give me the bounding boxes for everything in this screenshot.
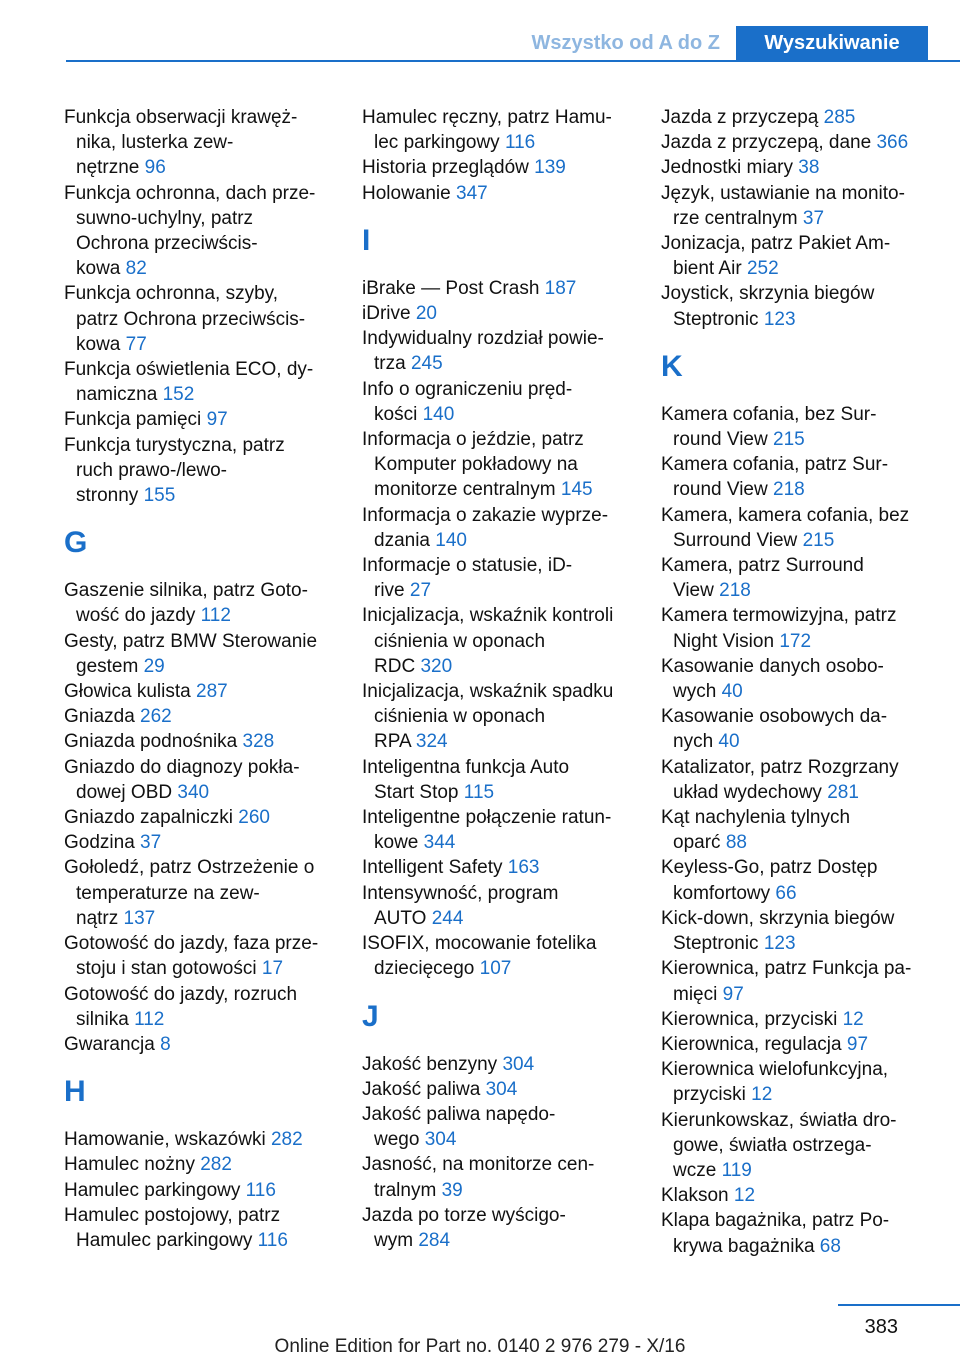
- index-entry: [661, 805, 933, 855]
- entry-text: Informacja o zakazie wyprze-: [362, 504, 609, 526]
- entry-text: round View: [673, 479, 773, 501]
- header-rule: [66, 60, 960, 62]
- page-link[interactable]: 287: [196, 681, 228, 703]
- page-link[interactable]: 27: [409, 580, 432, 602]
- entry-text: Intelligent Safety: [362, 857, 508, 879]
- index-entry: [661, 1032, 933, 1057]
- page-link[interactable]: 40: [721, 681, 743, 703]
- index-entry: [64, 433, 336, 509]
- page-link[interactable]: 304: [485, 1078, 518, 1100]
- page-link[interactable]: 116: [257, 1229, 288, 1251]
- entry-text: Hamulec postojowy, patrz: [64, 1204, 281, 1226]
- entry-text: oparć: [673, 832, 726, 854]
- entry-text: monitorze centralnym: [374, 479, 561, 501]
- page-link[interactable]: 116: [504, 132, 536, 154]
- entry-text: Hamulec ręczny, patrz Hamu-: [362, 107, 612, 128]
- page-link[interactable]: 97: [846, 1033, 869, 1055]
- entry-text: Godzina: [64, 832, 141, 854]
- entry-text: Inicjalizacja, wskaźnik spadku: [362, 681, 614, 703]
- entry-text: Klapa bagażnika, patrz Po-: [661, 1210, 890, 1232]
- index-entry: [64, 407, 336, 432]
- entry-text: Hamulec parkingowy: [76, 1229, 258, 1251]
- entry-text: AUTO: [374, 907, 432, 929]
- page-link[interactable]: 40: [718, 731, 740, 753]
- page-link[interactable]: 112: [134, 1008, 165, 1030]
- section-letter: I: [362, 223, 371, 257]
- entry-text: Jednostki miary: [661, 157, 799, 179]
- index-entry: [64, 805, 336, 830]
- entry-text: mięci: [673, 983, 723, 1005]
- index-entry: [362, 326, 634, 376]
- entry-text: Kamera, patrz Surround: [661, 555, 864, 577]
- index-entry: [362, 1203, 634, 1253]
- entry-text: Głowica kulista: [64, 681, 196, 703]
- entry-text: Gaszenie silnika, patrz Goto-: [64, 580, 308, 602]
- footer-rule: [838, 1304, 960, 1306]
- index-entry: [661, 654, 933, 704]
- entry-text: temperaturze na zew-: [76, 882, 260, 904]
- page-link[interactable]: 324: [415, 731, 448, 753]
- entry-text: Kierownica wielofunkcyjna,: [661, 1059, 889, 1081]
- index-entry: [661, 553, 933, 603]
- page-link[interactable]: 38: [798, 157, 820, 179]
- index-entry: [362, 1152, 634, 1202]
- entry-text: Jonizacja, patrz Pakiet Am-: [661, 233, 891, 255]
- index-entry: [362, 553, 634, 603]
- index-entry: [362, 1077, 634, 1102]
- page-link[interactable]: 96: [144, 157, 166, 179]
- entry-text: Katalizator, patrz Rozgrzany: [661, 756, 899, 778]
- entry-text: lec parkingowy: [374, 132, 505, 154]
- entry-text: bient Air: [673, 258, 747, 280]
- entry-text: Steptronic: [673, 933, 764, 955]
- entry-text: Gołoledź, patrz Ostrzeżenie o: [64, 857, 315, 879]
- page-link[interactable]: 172: [779, 630, 812, 652]
- entry-text: układ wydechowy: [673, 781, 828, 803]
- entry-text: Info o ograniczeniu pręd-: [362, 378, 573, 400]
- index-entry: [64, 830, 336, 855]
- page-link[interactable]: 344: [423, 832, 456, 854]
- index-entry: [661, 402, 933, 452]
- page-link[interactable]: 12: [842, 1008, 864, 1030]
- entry-text: Kamera, kamera cofania, bez: [661, 504, 910, 526]
- entry-text: gestem: [76, 655, 144, 677]
- entry-text: kowe: [374, 832, 424, 854]
- entry-text: wość do jazdy: [76, 605, 201, 627]
- index-entry: [362, 105, 634, 155]
- index-entry: [362, 377, 634, 427]
- entry-text: iDrive: [362, 303, 416, 325]
- index-entry: [362, 881, 634, 931]
- entry-text: Indywidualny rozdział powie-: [362, 328, 604, 350]
- entry-text: Jakość benzyny: [362, 1053, 503, 1075]
- entry-text: Night Vision: [673, 630, 780, 652]
- page-link[interactable]: 123: [763, 933, 796, 955]
- entry-text: Ochrona przeciwścis-: [76, 233, 258, 255]
- entry-text: suwno-uchylny, patrz: [76, 207, 254, 229]
- page-link[interactable]: 282: [270, 1129, 303, 1151]
- index-entry: [661, 281, 933, 331]
- entry-text: Inteligentna funkcja Auto: [362, 756, 570, 778]
- page-link[interactable]: 155: [143, 485, 176, 507]
- index-entry: [661, 130, 933, 155]
- entry-text: rze centralnym: [673, 207, 803, 229]
- page-link[interactable]: 37: [802, 207, 825, 229]
- page-link[interactable]: 140: [435, 529, 467, 551]
- page-link[interactable]: 347: [456, 182, 488, 204]
- index-entry: [64, 855, 336, 931]
- index-entry: [64, 755, 336, 805]
- entry-text: Kasowanie danych osobo-: [661, 655, 884, 677]
- entry-text: wcze: [673, 1159, 722, 1181]
- page-link[interactable]: 284: [418, 1229, 451, 1251]
- page-link[interactable]: 215: [773, 429, 805, 451]
- entry-text: Steptronic: [673, 308, 764, 330]
- entry-text: Joystick, skrzynia biegów: [661, 283, 875, 305]
- entry-text: Jasność, na monitorze cen-: [362, 1154, 595, 1176]
- index-entry: [64, 1032, 336, 1057]
- entry-text: silnika: [76, 1008, 135, 1030]
- index-column-1: [64, 105, 336, 1253]
- index-entry: [362, 301, 634, 326]
- entry-text: nątrz: [76, 907, 124, 929]
- page-link[interactable]: 245: [410, 353, 443, 375]
- index-entry: [64, 578, 336, 628]
- entry-text: Hamulec nożny: [64, 1154, 201, 1176]
- entry-text: Start Stop: [374, 781, 464, 803]
- entry-text: Jazda po torze wyścigo-: [362, 1204, 566, 1226]
- page-link[interactable]: 97: [206, 409, 228, 431]
- page-link[interactable]: 137: [123, 907, 156, 929]
- entry-text: dowej OBD: [76, 781, 178, 803]
- index-entry: [64, 181, 336, 282]
- entry-text: Kamera cofania, patrz Sur-: [661, 454, 889, 476]
- entry-text: Kierownica, patrz Funkcja pa-: [661, 958, 912, 980]
- index-entry: [661, 231, 933, 281]
- page-link[interactable]: 252: [746, 258, 779, 280]
- index-entry: [362, 1052, 634, 1077]
- entry-text: Funkcja obserwacji krawęż-: [64, 107, 298, 128]
- entry-text: nika, lusterka zew-: [76, 132, 234, 154]
- index-entry: [64, 357, 336, 407]
- index-entry: [661, 1208, 933, 1258]
- index-entry: [64, 629, 336, 679]
- entry-text: komfortowy: [673, 882, 776, 904]
- entry-text: ciśnienia w oponach: [374, 630, 546, 652]
- entry-text: ruch prawo-/lewo-: [76, 459, 227, 481]
- entry-text: tralnym: [374, 1179, 442, 1201]
- index-entry: [661, 704, 933, 754]
- entry-text: Funkcja ochronna, dach prze-: [64, 182, 316, 204]
- page-link[interactable]: 37: [140, 832, 162, 854]
- index-entry: [661, 1183, 933, 1208]
- page-link[interactable]: 29: [143, 655, 165, 677]
- entry-text: Funkcja turystyczna, patrz: [64, 434, 285, 456]
- page-link[interactable]: 107: [479, 958, 512, 980]
- entry-text: iBrake — Post Crash: [362, 277, 545, 299]
- entry-text: Informacje o statusie, iD-: [362, 555, 573, 577]
- page-link[interactable]: 115: [463, 781, 495, 803]
- page-link[interactable]: 244: [431, 907, 464, 929]
- section-letter: J: [362, 999, 379, 1033]
- entry-text: Kick-down, skrzynia biegów: [661, 907, 895, 929]
- entry-text: trza: [374, 353, 411, 375]
- index-entry: [64, 1178, 336, 1203]
- page-link[interactable]: 119: [721, 1159, 752, 1181]
- index-entry: [661, 155, 933, 180]
- page-link[interactable]: 123: [763, 308, 796, 330]
- entry-text: Kamera cofania, bez Sur-: [661, 403, 877, 425]
- index-entry: [64, 729, 336, 754]
- index-entry: [661, 956, 933, 1006]
- page-link[interactable]: 12: [733, 1185, 756, 1207]
- entry-text: przyciski: [673, 1084, 752, 1106]
- page-link[interactable]: 262: [140, 706, 172, 728]
- entry-text: Hamulec parkingowy: [64, 1179, 246, 1201]
- page-link[interactable]: 282: [200, 1154, 232, 1176]
- page-link[interactable]: 8: [160, 1033, 171, 1055]
- entry-text: Jakość paliwa napędo-: [362, 1103, 556, 1125]
- tab-search[interactable]: Wyszukiwanie: [736, 26, 928, 60]
- index-entry: [64, 281, 336, 357]
- entry-text: Funkcja ochronna, szyby,: [64, 283, 279, 305]
- entry-text: RDC: [374, 655, 421, 677]
- entry-text: namiczna: [76, 384, 163, 406]
- index-column-2: [362, 105, 634, 1253]
- page-link[interactable]: 77: [125, 333, 147, 355]
- entry-text: Funkcja oświetlenia ECO, dy-: [64, 359, 314, 381]
- entry-text: Surround View: [673, 529, 803, 551]
- page-link[interactable]: 215: [802, 529, 835, 551]
- entry-text: Komputer pokładowy na: [374, 454, 578, 476]
- index-entry: [362, 603, 634, 679]
- entry-text: Holowanie: [362, 182, 456, 204]
- page-link[interactable]: 20: [415, 303, 437, 325]
- entry-text: wego: [374, 1129, 425, 1151]
- index-entry: [362, 427, 634, 503]
- page-link[interactable]: 218: [773, 479, 805, 501]
- section-letter: H: [64, 1075, 86, 1109]
- entry-text: Historia przeglądów: [362, 157, 535, 179]
- entry-text: RPA: [374, 731, 416, 753]
- entry-text: nętrzne: [76, 157, 145, 179]
- entry-text: Keyless-Go, patrz Dostęp: [661, 857, 878, 879]
- entry-text: patrz Ochrona przeciwścis-: [76, 308, 306, 330]
- page-link[interactable]: 140: [422, 403, 455, 425]
- index-entry: [362, 503, 634, 553]
- index-entry: [64, 982, 336, 1032]
- page-link[interactable]: 281: [827, 781, 859, 803]
- entry-text: Kamera termowizyjna, patrz: [661, 605, 897, 627]
- entry-text: Hamowanie, wskazówki: [64, 1129, 271, 1151]
- entry-text: Kierownica, przyciski: [661, 1008, 843, 1030]
- index-entry: [362, 181, 634, 206]
- entry-text: Jazda z przyczepą, dane: [661, 132, 877, 154]
- page-link[interactable]: 39: [441, 1179, 463, 1201]
- entry-text: kowa: [76, 258, 126, 280]
- entry-text: Kąt nachylenia tylnych: [661, 807, 851, 829]
- index-entry: [362, 855, 634, 880]
- page-link[interactable]: 163: [507, 857, 540, 879]
- index-entry: [661, 1007, 933, 1032]
- page-link[interactable]: 68: [819, 1235, 841, 1257]
- page-link[interactable]: 66: [775, 882, 797, 904]
- index-entry: [362, 1102, 634, 1152]
- page-number: 383: [864, 1316, 898, 1338]
- entry-text: View: [673, 580, 720, 602]
- page-link[interactable]: 88: [725, 832, 747, 854]
- index-entry: [362, 931, 634, 981]
- index-column-3: [661, 105, 933, 1259]
- index-entry: [661, 503, 933, 553]
- page-link[interactable]: 112: [200, 605, 231, 627]
- index-entry: [661, 906, 933, 956]
- entry-text: Jazda z przyczepą: [661, 107, 824, 128]
- index-entry: [64, 931, 336, 981]
- entry-text: Funkcja pamięci: [64, 409, 207, 431]
- page-link[interactable]: 366: [876, 132, 909, 154]
- entry-text: Inicjalizacja, wskaźnik kontroli: [362, 605, 614, 627]
- entry-text: ciśnienia w oponach: [374, 706, 546, 728]
- entry-text: Gniazda: [64, 706, 141, 728]
- index-entry: [661, 1108, 933, 1184]
- entry-text: dziecięcego: [374, 958, 480, 980]
- index-entry: [661, 105, 933, 130]
- entry-text: nych: [673, 731, 719, 753]
- entry-text: Kasowanie osobowych da-: [661, 706, 888, 728]
- index-entry: [362, 755, 634, 805]
- page-link[interactable]: 116: [245, 1179, 276, 1201]
- page-link[interactable]: 320: [420, 655, 453, 677]
- index-entry: [64, 679, 336, 704]
- entry-text: Gotowość do jazdy, rozruch: [64, 983, 298, 1005]
- page-link[interactable]: 187: [544, 277, 577, 299]
- entry-text: Jakość paliwa: [362, 1078, 486, 1100]
- page-link[interactable]: 304: [502, 1053, 535, 1075]
- entry-text: Gniazda podnośnika: [64, 731, 243, 753]
- page-link[interactable]: 285: [823, 107, 856, 128]
- edition-footer: Online Edition for Part no. 0140 2 976 279 - X/16: [274, 1336, 686, 1357]
- entry-text: Język, ustawianie na monito-: [661, 182, 905, 204]
- index-entry: [64, 1152, 336, 1177]
- page-link[interactable]: 97: [722, 983, 744, 1005]
- entry-text: rive: [374, 580, 410, 602]
- tab-a-to-z[interactable]: Wszystko od A do Z: [531, 32, 720, 54]
- index-entry: [362, 276, 634, 301]
- entry-text: Gniazdo do diagnozy pokła-: [64, 756, 300, 778]
- page-link[interactable]: 82: [125, 258, 147, 280]
- index-entry: [661, 452, 933, 502]
- entry-text: kości: [374, 403, 423, 425]
- entry-text: krywa bagażnika: [673, 1235, 820, 1257]
- section-letter: K: [661, 349, 683, 383]
- entry-text: dzania: [374, 529, 436, 551]
- page-link[interactable]: 328: [242, 731, 275, 753]
- entry-text: Inteligentne połączenie ratun-: [362, 807, 612, 829]
- index-entry: [661, 181, 933, 231]
- entry-text: Kierownica, regulacja: [661, 1033, 847, 1055]
- page-link[interactable]: 152: [162, 384, 195, 406]
- page-link[interactable]: 340: [177, 781, 210, 803]
- index-entry: [362, 155, 634, 180]
- index-entry: [362, 679, 634, 755]
- entry-text: kowa: [76, 333, 126, 355]
- index-entry: [661, 1057, 933, 1107]
- index-entry: [661, 755, 933, 805]
- entry-text: Gotowość do jazdy, faza prze-: [64, 933, 319, 955]
- page-link[interactable]: 139: [534, 157, 566, 179]
- entry-text: wych: [673, 681, 722, 703]
- index-entry: [661, 855, 933, 905]
- entry-text: Gwarancja: [64, 1033, 161, 1055]
- index-entry: [362, 805, 634, 855]
- entry-text: stoju i stan gotowości: [76, 958, 262, 980]
- page-link[interactable]: 218: [719, 580, 751, 602]
- entry-text: Intensywność, program: [362, 882, 559, 904]
- entry-text: Gniazdo zapalniczki: [64, 807, 239, 829]
- index-entry: [661, 603, 933, 653]
- header-tab-bar: [0, 0, 960, 60]
- section-letter: G: [64, 526, 88, 560]
- entry-text: gowe, światła ostrzega-: [673, 1134, 872, 1156]
- index-entry: [64, 1203, 336, 1253]
- page-link[interactable]: 260: [238, 807, 270, 829]
- entry-text: ISOFIX, mocowanie fotelika: [362, 933, 597, 955]
- page-link[interactable]: 12: [751, 1084, 773, 1106]
- index-entry: [64, 105, 336, 181]
- page-link[interactable]: 304: [424, 1129, 457, 1151]
- index-entry: [64, 704, 336, 729]
- entry-text: Gesty, patrz BMW Sterowanie: [64, 630, 318, 652]
- entry-text: Klakson: [661, 1185, 734, 1207]
- entry-text: Informacja o jeździe, patrz: [362, 429, 584, 451]
- page-link[interactable]: 145: [560, 479, 593, 501]
- entry-text: round View: [673, 429, 773, 451]
- entry-text: wym: [374, 1229, 419, 1251]
- page-link[interactable]: 17: [261, 958, 284, 980]
- entry-text: Kierunkowskaz, światła dro-: [661, 1109, 897, 1131]
- entry-text: stronny: [76, 485, 144, 507]
- index-entry: [64, 1127, 336, 1152]
